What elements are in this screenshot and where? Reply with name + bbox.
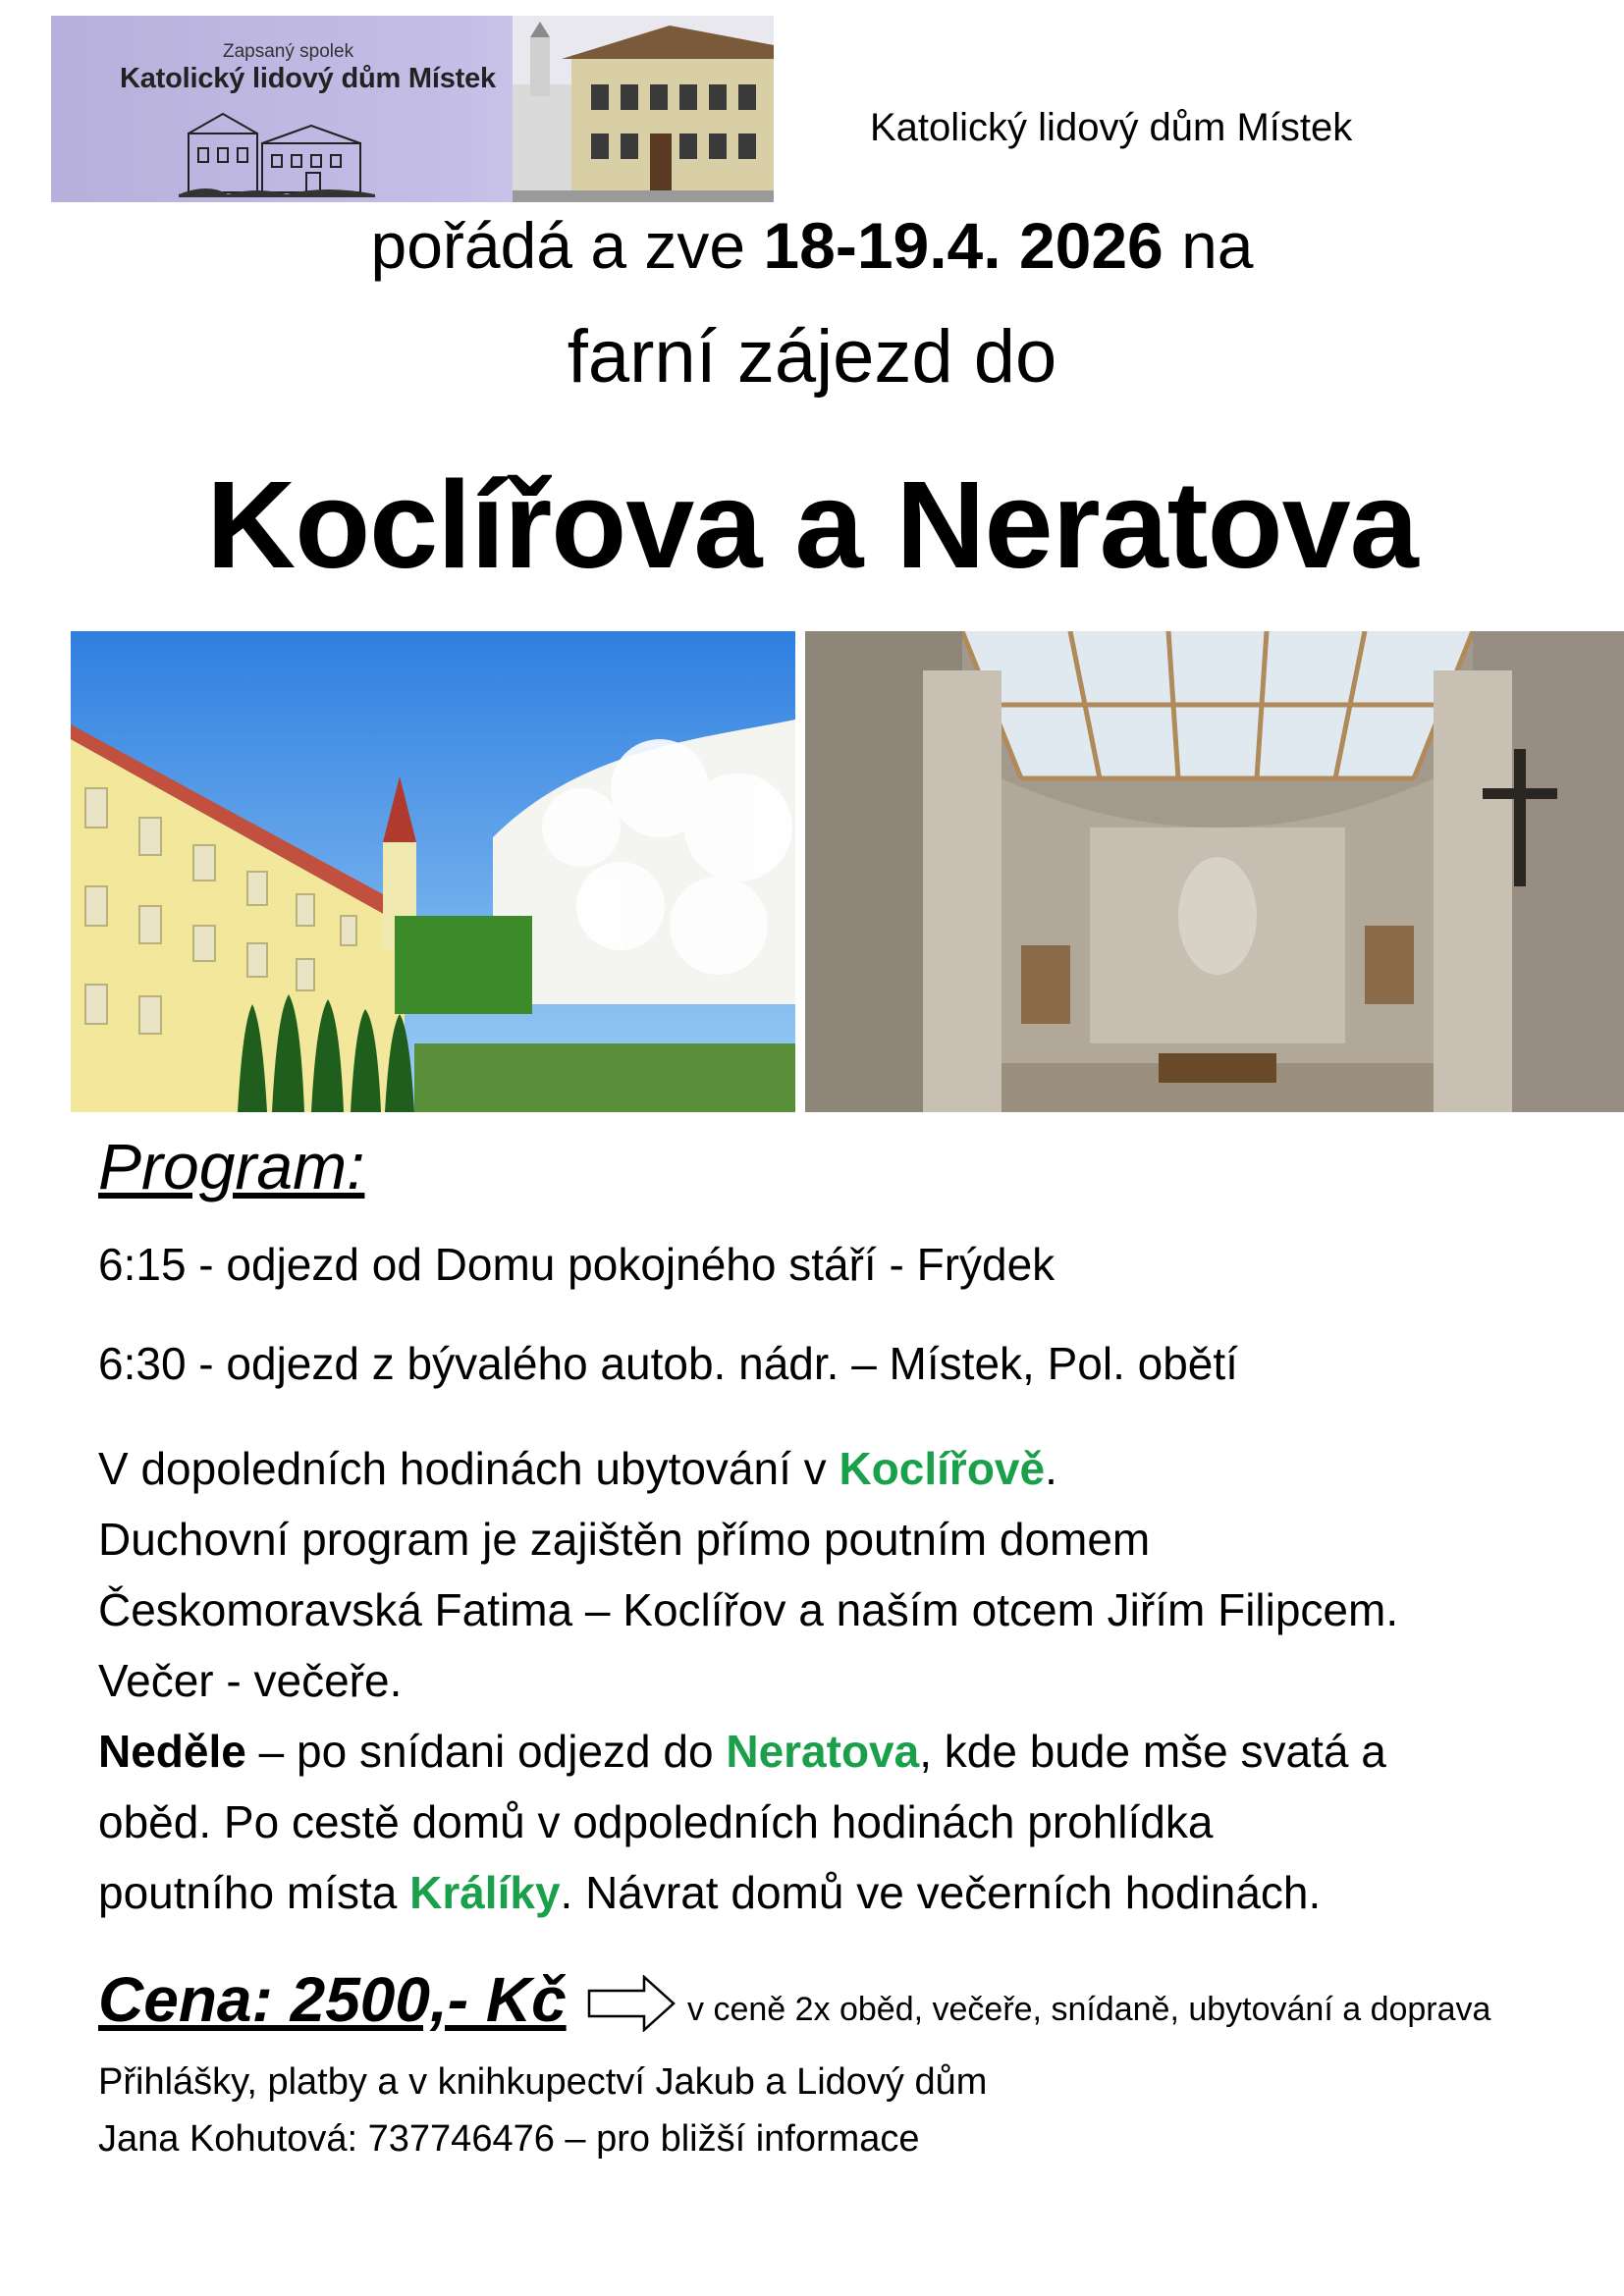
text-segment: poutního místa [98,1867,410,1918]
program-line [98,1716,1591,1787]
text-segment: . [1045,1443,1057,1494]
trip-subtitle: farní zájezd do [567,315,1057,399]
koclirov-photo [71,631,795,1112]
program-description [98,1433,1591,1928]
arrow-right-icon [587,1975,676,2032]
sunday-label: Neděle [98,1726,246,1777]
text-segment: V dopoledních hodinách ubytování v [98,1443,839,1494]
text-segment: – po snídani odjezd do [245,1726,727,1777]
church-building-photo [513,16,774,202]
neratov-interior-photo [805,631,1624,1112]
event-date: 18-19.4. 2026 [763,209,1164,282]
program-line: Českomoravská Fatima – Koclířov a naším otcem Jiřím Filipcem. [98,1584,1399,1635]
program-line [98,1433,1591,1504]
text-segment: . Návrat domů ve večerních hodinách. [560,1867,1322,1918]
logo-small-text: Zapsaný spolek [223,41,354,62]
program-heading: Program: [98,1130,365,1202]
invite-prefix: pořádá a zve [370,209,764,282]
price-label: Cena: 2500,- Kč [98,1964,567,2035]
place-neratov: Neratova [726,1726,920,1777]
price-includes-note: v ceně 2x oběd, večeře, snídaně, ubytování a doprava [687,1991,1491,2028]
program-line: oběd. Po cestě domů v odpoledních hodinách prohlídka [98,1796,1214,1847]
page-title: Koclířova a Neratova [206,455,1418,594]
program-line: Večer - večeře. [98,1655,403,1706]
departure-frydek: 6:15 - odjezd od Domu pokojného stáří - Frýdek [98,1239,1056,1290]
place-kraliky: Králíky [409,1867,561,1918]
place-koclirov: Koclířově [839,1443,1046,1494]
logo-name-text: Katolický lidový dům Místek [120,63,496,94]
invite-line [0,208,1624,283]
departure-mistek: 6:30 - odjezd z bývalého autob. nádr. – Místek, Pol. obětí [98,1338,1238,1389]
organizer-name: Katolický lidový dům Místek [870,106,1353,149]
text-segment: , kde bude mše svatá a [919,1726,1386,1777]
building-sketch-icon [179,104,375,197]
contact-info: Jana Kohutová: 737746476 – pro bližší informace [98,2118,920,2160]
program-line [98,1857,1591,1928]
logo-banner [51,16,774,202]
program-line: Duchovní program je zajištěn přímo poutním domem [98,1514,1151,1565]
price-row [98,1963,567,2042]
invite-suffix: na [1163,209,1254,282]
signup-info: Přihlášky, platby a v knihkupectví Jakub a Lidový dům [98,2061,988,2103]
